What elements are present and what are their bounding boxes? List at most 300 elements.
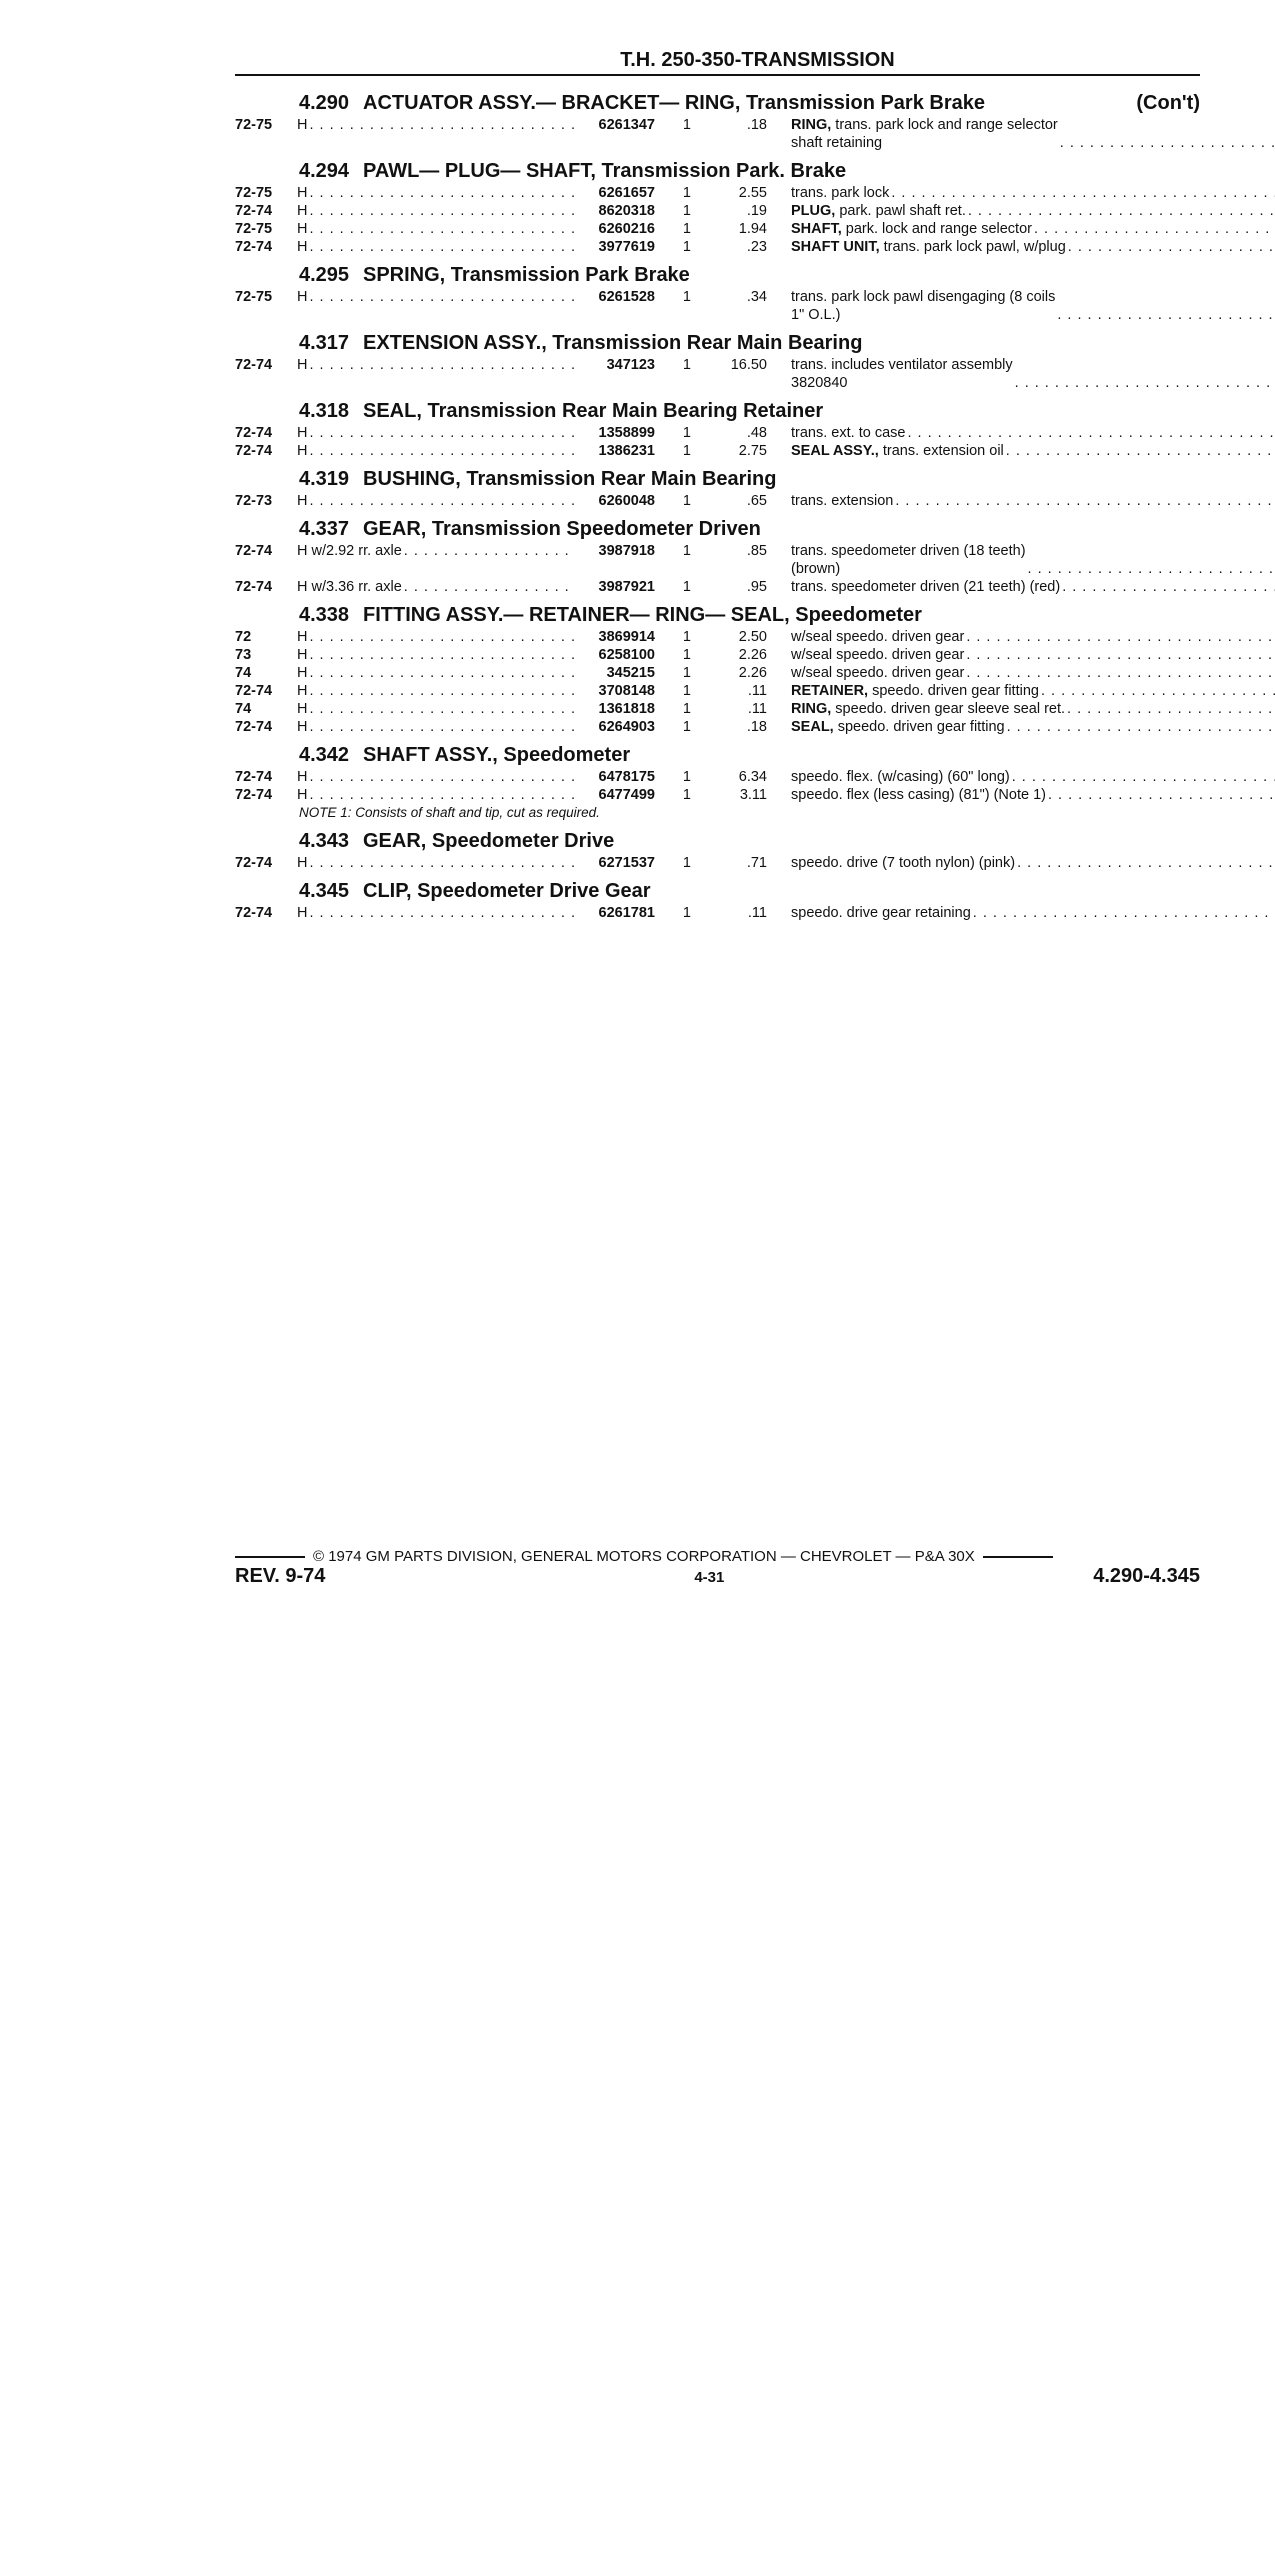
price: .34 [746, 289, 767, 305]
leader-dots [1028, 560, 1275, 578]
section-heading [235, 876, 1200, 904]
copyright-line [235, 1548, 1200, 1565]
description-text [791, 700, 1065, 718]
catalog-section [235, 514, 1200, 596]
model-years: 74 [235, 665, 252, 681]
section-title: SPRING, Transmission Park Brake [363, 264, 690, 286]
model-years: 72-75 [235, 289, 273, 305]
part-number: 3987918 [598, 543, 655, 559]
catalog-section [235, 396, 1200, 460]
leader-dots [966, 664, 1275, 682]
description-text [791, 238, 1066, 256]
application-text: H [297, 239, 308, 255]
quantity: 1 [682, 425, 691, 441]
description [791, 646, 1275, 664]
part-row [235, 542, 1200, 578]
application [297, 542, 575, 560]
leader-dots [1057, 306, 1275, 324]
application [297, 220, 575, 238]
part-row [235, 202, 1200, 220]
description-text [791, 664, 964, 682]
price: .23 [746, 239, 767, 255]
description-detail: trans. extension oil [878, 443, 1004, 459]
leader-dots [309, 442, 575, 460]
description-text [791, 854, 1015, 872]
part-number: 6261347 [598, 117, 655, 133]
leader-dots [1006, 442, 1275, 460]
description [791, 628, 1275, 646]
part-row [235, 768, 1200, 786]
price: .11 [747, 683, 767, 699]
page-footer [235, 1548, 1200, 1588]
part-row [235, 288, 1200, 324]
description-detail: trans. park lock [791, 185, 890, 201]
part-row [235, 116, 1200, 152]
leader-dots [907, 424, 1275, 442]
leader-dots [309, 492, 575, 510]
leader-dots [309, 424, 575, 442]
quantity: 1 [682, 647, 691, 663]
part-number: 6261657 [598, 185, 655, 201]
leader-dots [966, 646, 1275, 664]
description-text [791, 220, 1032, 238]
application [297, 442, 575, 460]
description [791, 356, 1275, 392]
leader-dots [1068, 238, 1275, 256]
description [791, 238, 1275, 256]
leader-dots [1048, 786, 1275, 804]
leader-dots [309, 184, 575, 202]
section-number: 4.345 [299, 880, 350, 902]
description-keyword: SHAFT, [791, 221, 842, 237]
description-text [791, 578, 1060, 596]
application [297, 578, 575, 596]
leader-dots [1015, 374, 1275, 392]
section-heading [235, 740, 1200, 768]
description-detail: trans. speedometer driven (18 teeth) (brown) [791, 543, 1026, 577]
part-row [235, 628, 1200, 646]
part-number: 1386231 [598, 443, 655, 459]
quantity: 1 [682, 579, 691, 595]
description-keyword: SEAL ASSY., [791, 443, 879, 459]
quantity: 1 [682, 221, 691, 237]
price: 2.55 [738, 185, 767, 201]
leader-dots [309, 768, 575, 786]
part-row [235, 682, 1200, 700]
leader-dots [309, 682, 575, 700]
application-text: H [297, 855, 308, 871]
section-number: 4.317 [299, 332, 350, 354]
section-number: 4.294 [299, 160, 350, 182]
description-detail: speedo. drive (7 tooth nylon) (pink) [791, 855, 1016, 871]
model-years: 72-74 [235, 905, 273, 921]
section-title: BUSHING, Transmission Rear Main Bearing [363, 468, 777, 490]
model-years: 72-74 [235, 357, 273, 373]
application [297, 202, 575, 220]
copyright-text: © 1974 GM PARTS DIVISION, GENERAL MOTORS CORPORATION — CHEVROLET — P&A 30X [313, 1548, 975, 1565]
price: .18 [746, 117, 767, 133]
description-keyword: PLUG, [791, 203, 836, 219]
section-number: 4.343 [299, 830, 350, 852]
description [791, 768, 1275, 786]
application-text: H [297, 629, 308, 645]
leader-dots [309, 628, 575, 646]
description-detail: trans. speedometer driven (21 teeth) (red) [791, 579, 1061, 595]
section-heading [235, 464, 1200, 492]
part-number: 6260048 [598, 493, 655, 509]
section-number: 4.342 [299, 744, 350, 766]
catalog-section [235, 826, 1200, 872]
description-text [791, 424, 905, 442]
application [297, 238, 575, 256]
leader-dots [895, 492, 1275, 510]
price: .19 [746, 203, 767, 219]
description [791, 904, 1275, 922]
quantity: 1 [682, 787, 691, 803]
leader-dots [309, 202, 575, 220]
part-row [235, 904, 1200, 922]
description-detail: trans. park lock and range selector shaft retaining [791, 117, 1058, 151]
quantity: 1 [682, 905, 691, 921]
description-keyword: RING, [791, 701, 832, 717]
page-header: T.H. 250-350-TRANSMISSION [620, 49, 895, 71]
description-detail: w/seal speedo. driven gear [791, 665, 965, 681]
application [297, 184, 575, 202]
leader-dots [309, 664, 575, 682]
leader-dots [309, 288, 575, 306]
footer-rule-left [235, 1556, 305, 1558]
application-text: H [297, 117, 308, 133]
description [791, 718, 1275, 736]
leader-dots [966, 628, 1275, 646]
catalog-section [235, 260, 1200, 324]
description-detail: trans. ext. to case [791, 425, 906, 441]
application [297, 664, 575, 682]
application-text: H [297, 357, 308, 373]
description-text [791, 786, 1046, 804]
part-number: 6260216 [598, 221, 655, 237]
part-row [235, 854, 1200, 872]
quantity: 1 [682, 289, 691, 305]
part-number: 6271537 [598, 855, 655, 871]
footer-row [235, 1565, 1200, 1588]
model-years: 72-74 [235, 683, 273, 699]
description-detail: speedo. driven gear fitting [868, 683, 1039, 699]
model-years: 74 [235, 701, 252, 717]
description-text [791, 116, 1058, 152]
leader-dots [1067, 700, 1275, 718]
section-title: EXTENSION ASSY., Transmission Rear Main Bearing [363, 332, 863, 354]
description-detail: w/seal speedo. driven gear [791, 647, 965, 663]
parts-catalog [235, 48, 1200, 926]
description [791, 854, 1275, 872]
application [297, 628, 575, 646]
application-text: H [297, 647, 308, 663]
model-years: 72-74 [235, 239, 273, 255]
part-number: 6261781 [598, 905, 655, 921]
price: .48 [746, 425, 767, 441]
section-title: CLIP, Speedometer Drive Gear [363, 880, 651, 902]
model-years: 72-74 [235, 719, 273, 735]
description-detail: park. pawl shaft ret. [835, 203, 966, 219]
model-years: 72-74 [235, 579, 273, 595]
description-detail: park. lock and range selector [841, 221, 1032, 237]
application [297, 768, 575, 786]
application-text: H [297, 665, 308, 681]
price: 3.11 [739, 787, 767, 803]
description-detail: speedo. flex. (w/casing) (60" long) [791, 769, 1010, 785]
price: 2.26 [738, 665, 767, 681]
price: .71 [746, 855, 767, 871]
application [297, 854, 575, 872]
quantity: 1 [682, 719, 691, 735]
application-text: H w/3.36 rr. axle [297, 579, 402, 595]
section-title: SEAL, Transmission Rear Main Bearing Retainer [363, 400, 824, 422]
catalog-section [235, 740, 1200, 822]
section-number: 4.290 [299, 92, 350, 114]
part-row [235, 492, 1200, 510]
leader-dots [1007, 718, 1275, 736]
model-years: 72-75 [235, 221, 273, 237]
application-text: H [297, 769, 308, 785]
part-number: 6264903 [598, 719, 655, 735]
part-row [235, 664, 1200, 682]
catalog-section [235, 156, 1200, 256]
description [791, 220, 1275, 238]
price: .18 [746, 719, 767, 735]
part-row [235, 646, 1200, 664]
sections-list [235, 88, 1200, 922]
model-years: 72-74 [235, 443, 273, 459]
part-row [235, 578, 1200, 596]
price: 2.75 [738, 443, 767, 459]
model-years: 72-74 [235, 855, 273, 871]
description-text [791, 288, 1055, 324]
part-number: 347123 [606, 357, 655, 373]
description-text [791, 356, 1013, 392]
description [791, 116, 1275, 152]
section-title: PAWL— PLUG— SHAFT, Transmission Park. Brake [363, 160, 847, 182]
application [297, 492, 575, 510]
part-number: 3977619 [598, 239, 655, 255]
part-number: 345215 [606, 665, 655, 681]
section-number: 4.295 [299, 264, 350, 286]
leader-dots [891, 184, 1275, 202]
part-row [235, 700, 1200, 718]
revision-label: REV. 9-74 [235, 1565, 326, 1587]
item-range: 4.290-4.345 [1093, 1565, 1200, 1587]
description [791, 700, 1275, 718]
description [791, 682, 1275, 700]
application-text: H w/2.92 rr. axle [297, 543, 402, 559]
price: .11 [747, 701, 767, 717]
leader-dots [1060, 134, 1275, 152]
price: .11 [747, 905, 767, 921]
application [297, 904, 575, 922]
leader-dots [309, 786, 575, 804]
description-detail: w/seal speedo. driven gear [791, 629, 965, 645]
section-heading [235, 514, 1200, 542]
model-years: 72 [235, 629, 252, 645]
quantity: 1 [682, 769, 691, 785]
application-text: H [297, 683, 308, 699]
leader-dots [404, 542, 575, 560]
application [297, 786, 575, 804]
description-detail: speedo. driven gear fitting [833, 719, 1005, 735]
description [791, 664, 1275, 682]
section-heading [235, 600, 1200, 628]
description-text [791, 904, 971, 922]
section-title: SHAFT ASSY., Speedometer [363, 744, 631, 766]
section-title: FITTING ASSY.— RETAINER— RING— SEAL, Speedometer [363, 604, 922, 626]
application-text: H [297, 221, 308, 237]
page-number: 4-31 [694, 1569, 725, 1586]
application [297, 700, 575, 718]
application-text: H [297, 719, 308, 735]
part-row [235, 220, 1200, 238]
catalog-section [235, 600, 1200, 736]
quantity: 1 [682, 683, 691, 699]
part-number: 1358899 [598, 425, 655, 441]
quantity: 1 [682, 203, 691, 219]
description-keyword: SEAL, [791, 719, 834, 735]
description-text [791, 718, 1005, 736]
quantity: 1 [682, 665, 691, 681]
part-row [235, 442, 1200, 460]
section-heading [235, 826, 1200, 854]
header-rule [235, 74, 1200, 76]
quantity: 1 [682, 239, 691, 255]
section-heading [235, 328, 1200, 356]
part-row [235, 718, 1200, 736]
application-text: H [297, 787, 308, 803]
price: 2.26 [738, 647, 767, 663]
part-row [235, 424, 1200, 442]
description [791, 578, 1275, 596]
description [791, 786, 1275, 804]
section-heading [235, 88, 1200, 116]
description-text [791, 492, 893, 510]
leader-dots [309, 646, 575, 664]
part-row [235, 786, 1200, 804]
section-title: GEAR, Transmission Speedometer Driven [363, 518, 761, 540]
price: .85 [746, 543, 767, 559]
application [297, 718, 575, 736]
model-years: 72-75 [235, 117, 273, 133]
quantity: 1 [682, 117, 691, 133]
description-text [791, 628, 964, 646]
application [297, 356, 575, 374]
leader-dots [309, 854, 575, 872]
model-years: 72-73 [235, 493, 273, 509]
model-years: 72-75 [235, 185, 273, 201]
section-title: ACTUATOR ASSY.— BRACKET— RING, Transmission Park Brake [363, 92, 985, 114]
application-text: H [297, 425, 308, 441]
section-title: GEAR, Speedometer Drive [363, 830, 615, 852]
description-detail: trans. park lock pawl disengaging (8 coils 1" O.L.) [791, 289, 1056, 323]
description [791, 184, 1275, 202]
description-detail: trans. extension [791, 493, 894, 509]
section-number: 4.338 [299, 604, 350, 626]
leader-dots [404, 578, 575, 596]
description-detail: speedo. flex (less casing) (81") (Note 1) [791, 787, 1046, 803]
description-text [791, 202, 966, 220]
section-heading [235, 156, 1200, 184]
part-number: 3869914 [598, 629, 655, 645]
quantity: 1 [682, 543, 691, 559]
description-detail: speedo. driven gear sleeve seal ret. [831, 701, 1066, 717]
description [791, 442, 1275, 460]
catalog-section [235, 328, 1200, 392]
part-number: 8620318 [598, 203, 655, 219]
quantity: 1 [682, 185, 691, 201]
part-number: 6258100 [598, 647, 655, 663]
price: 6.34 [738, 769, 767, 785]
description-keyword: RING, [791, 117, 832, 133]
leader-dots [968, 202, 1275, 220]
application [297, 424, 575, 442]
quantity: 1 [682, 855, 691, 871]
footer-rule-right [983, 1556, 1053, 1558]
leader-dots [973, 904, 1275, 922]
application-text: H [297, 203, 308, 219]
leader-dots [1062, 578, 1275, 596]
quantity: 1 [682, 493, 691, 509]
leader-dots [309, 904, 575, 922]
price: .65 [746, 493, 767, 509]
catalog-section [235, 88, 1200, 152]
application-text: H [297, 185, 308, 201]
description-text [791, 646, 964, 664]
description-detail: speedo. drive gear retaining [791, 905, 971, 921]
catalog-section [235, 464, 1200, 510]
description [791, 202, 1275, 220]
description-detail: trans. park lock pawl, w/plug [879, 239, 1066, 255]
quantity: 1 [682, 701, 691, 717]
price: 2.50 [738, 629, 767, 645]
leader-dots [1012, 768, 1275, 786]
section-number: 4.337 [299, 518, 350, 540]
leader-dots [1034, 220, 1275, 238]
price: 1.94 [738, 221, 767, 237]
section-note: NOTE 1: Consists of shaft and tip, cut as required. [299, 805, 600, 820]
application-text: H [297, 701, 308, 717]
part-row [235, 238, 1200, 256]
application-text: H [297, 905, 308, 921]
application-text: H [297, 493, 308, 509]
model-years: 72-74 [235, 203, 273, 219]
part-number: 6477499 [598, 787, 655, 803]
leader-dots [309, 700, 575, 718]
model-years: 73 [235, 647, 252, 663]
part-number: 3708148 [598, 683, 655, 699]
leader-dots [309, 220, 575, 238]
description-text [791, 682, 1039, 700]
section-continued: (Con't) [1136, 92, 1200, 114]
description [791, 492, 1275, 510]
description-text [791, 768, 1010, 786]
price: .95 [746, 579, 767, 595]
leader-dots [1041, 682, 1275, 700]
quantity: 1 [682, 443, 691, 459]
description-text [791, 184, 889, 202]
section-heading [235, 396, 1200, 424]
leader-dots [309, 116, 575, 134]
application [297, 116, 575, 134]
model-years: 72-74 [235, 769, 273, 785]
leader-dots [309, 238, 575, 256]
price: 16.50 [730, 357, 767, 373]
